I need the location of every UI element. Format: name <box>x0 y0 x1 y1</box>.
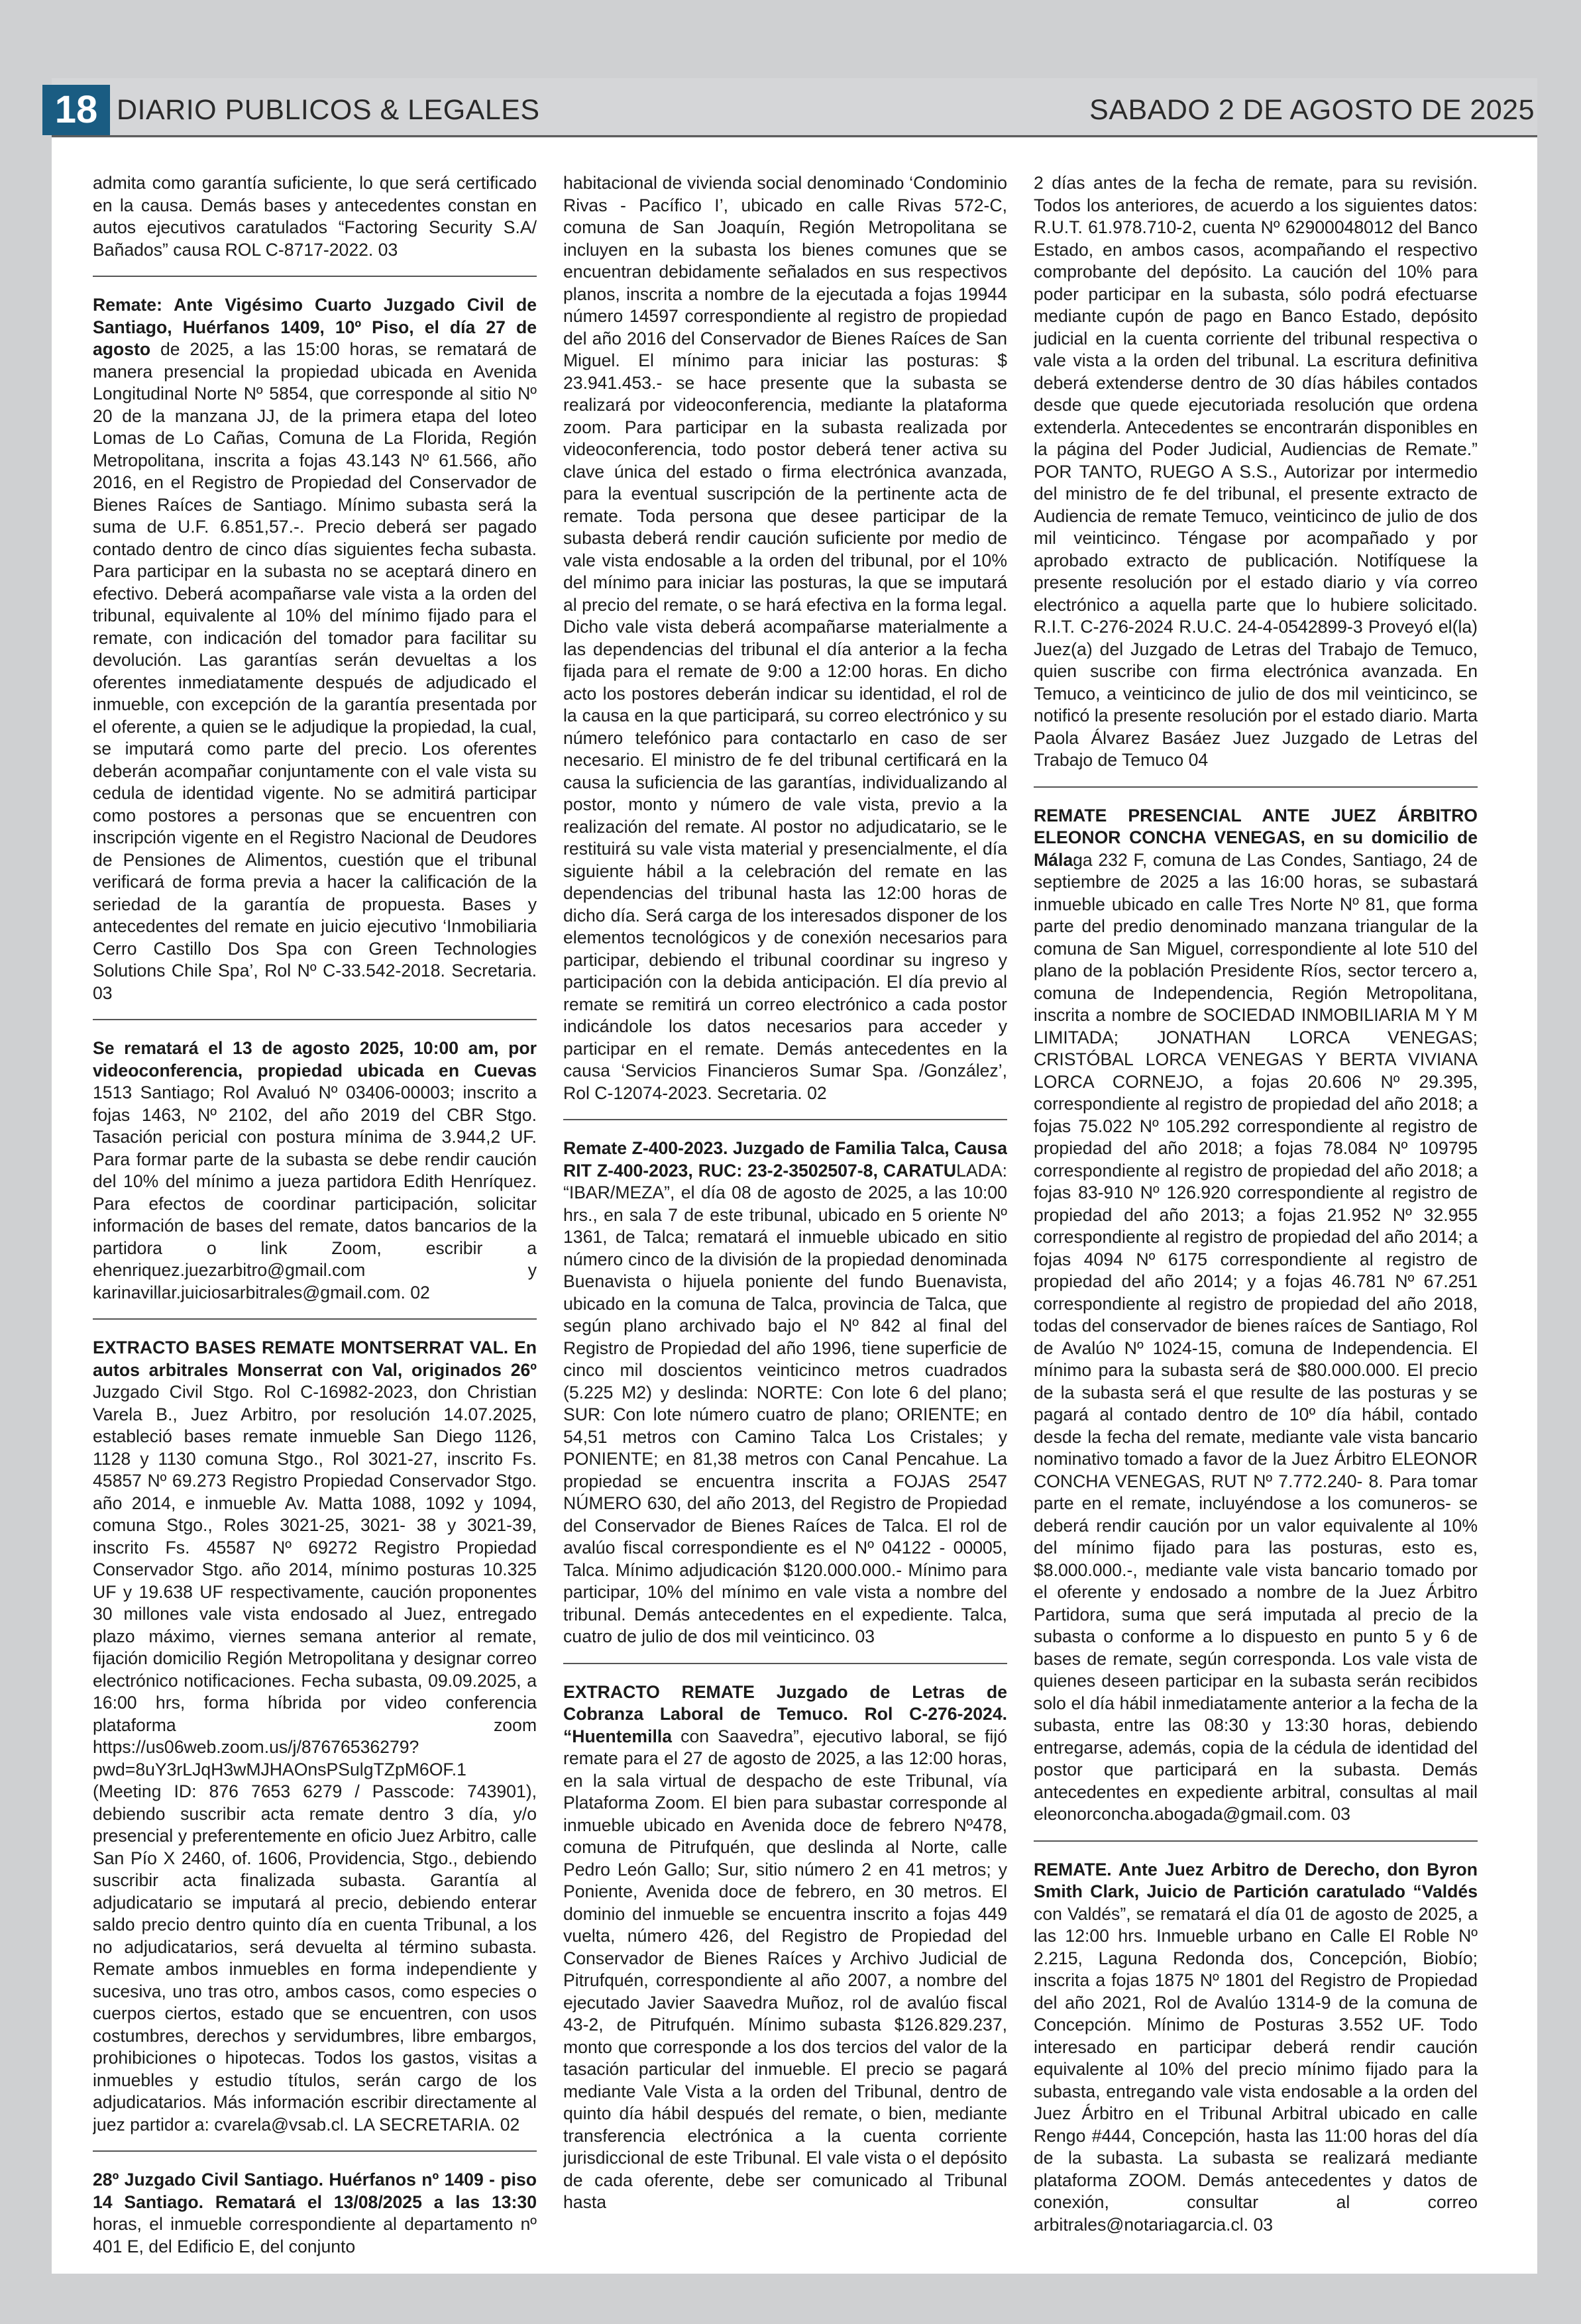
header-rule <box>52 135 1537 137</box>
legal-notice <box>93 294 537 1020</box>
legal-notice <box>563 1137 1007 1664</box>
legal-notice <box>93 2169 537 2272</box>
notice-heading: EXTRACTO REMATE Juzgado de Letras de Cobranza Laboral de Temuco. Rol C-276-2024. “Huentemilla <box>563 1681 1007 1746</box>
footer-band <box>52 2274 1537 2324</box>
notice-body: habitacional de vivienda social denominado ‘Condominio Rivas - Pacífico I’, ubicado en calle Rivas 572-C, comuna de San Joaquín, Región Metropolitana se incluyen en la subasta los bienes comunes que se encuentran debidamente señalados en sus respectivos planos, inscrita a nombre de la ejecutada a fojas 19944 número 14597 correspondiente al registro de propiedad del año 2016 del Conservador de Bienes Raíces de San Miguel. El mínimo para iniciar las posturas: $ 23.941.453.- se hace presente que la subasta se realizará por videoconferencia, mediante la plataforma zoom. Para participar en la subasta realizada por videoconferencia, todo postor deberá tener activa su clave única del estado o firma electrónica avanzada, para la eventual suscripción de la pertinente acta de remate. Toda persona que desee participar de la subasta deberá rendir caución suficiente por medio de vale vista endosable a la orden del tribunal, por el 10% del mínimo para iniciar las posturas, la que se imputará al precio del remate, o se hará efectiva en la forma legal. Dicho vale vista deberá acompañarse materialmente a las dependencias del tribunal el día anterior a la fecha fijada para el remate de 9:00 a 12:00 horas. En dicho acto los postores deberán indicar su identidad, el rol de la causa en la que participará, su correo electrónico y su número telefónico para contactarlo en caso de ser necesario. El ministro de fe del tribunal certificará en la causa la suficiencia de las garantías, individualizando al postor, monto y número de vale vista, previo a la realización del remate. Al postor no adjudicatario, se le restituirá su vale vista material y presencialmente, el día siguiente hábil a la celebración del remate en las dependencias del tribunal hasta las 12:00 horas de dicho día. Será carga de los interesados disponer de los elementos tecnológicos y de conexión necesarios para participar, debiendo el tribunal coordinar su ingreso y participación con la debida anticipación. El día previo al remate se remitirá un correo electrónico a cada postor indicándole los datos necesarios para acceder y participar en el remate. Demás antecedentes en la causa ‘Servicios Financieros Sumar Spa. /González’, Rol C-12074-2023. Secretaria. 02 <box>563 173 1007 1103</box>
publication-date: SABADO 2 DE AGOSTO DE 2025 <box>1089 94 1535 126</box>
notice-heading: Remate: Ante Vigésimo Cuarto Juzgado Civil de Santiago, Huérfanos 1409, 10º Piso, el día 27 de agosto <box>93 295 537 359</box>
legal-notice <box>1034 1859 1478 2251</box>
notice-body: LADA: “IBAR/MEZA”, el día 08 de agosto de 2025, a las 10:00 hrs., en sala 7 de este tribunal, ubicado en 5 oriente Nº 1361, de Talca; rematará el inmueble ubicado en sitio número cinco de la división de la propiedad denominada Buenavista o hijuela poniente del fundo Buenavista, ubicado en la comuna de Talca, provincia de Talca, que según plano archivado bajo el Nº 842 al final del Registro de Propiedad del año 1996, tiene superficie de cinco mil doscientos veinticinco metros cuadrados (5.225 M2) y deslinda: NORTE: Con lote 6 del plano; SUR: Con lote número cuatro de plano; ORIENTE; en 54,51 metros con Camino Talca Los Cristales; y PONIENTE; en 81,38 metros con Canal Pencahue. La propiedad se encuentra inscrita a FOJAS 2547 NÚMERO 630, del año 2013, del Registro de Propiedad del Conservador de Bienes Raíces de Talca. El rol de avalúo fiscal correspondiente es el Nº 04122 - 00005, Talca. Mínimo adjudicación $120.000.000.- Mínimo para participar, 10% del mínimo en vale vista a nombre del tribunal. Demás antecedentes en el expediente. Talca, cuatro de julio de dos mil veinticinco. 03 <box>563 1160 1007 1646</box>
notice-body: de 2025, a las 15:00 horas, se rematará de manera presencial la propiedad ubicada en Avenida Longitudinal Norte Nº 5854, que corresponde al sitio Nº 20 de la manzana JJ, de la primera etapa del loteo Lomas de Lo Cañas, Comuna de La Florida, Región Metropolitana, inscrita a fojas 43.143 Nº 61.566, año 2016, en el Registro de Propiedad del Conservador de Bienes Raíces de Santiago. Mínimo subasta será la suma de U.F. 6.851,57.-. Precio deberá ser pagado contado dentro de cinco días siguientes fecha subasta. Para participar en la subasta no se aceptará dinero en efectivo. Deberá acompañarse vale vista a la orden del tribunal, equivalente al 10% del mínimo fijado para el remate, con indicación del tomador para facilitar su devolución. Las garantías serán devueltas a los oferentes inmediatamente después de adjudicado el inmueble, con excepción de la garantía presentada por el oferente, a quien se le adjudique la propiedad, la cual, se imputará como parte del precio. Los oferentes deberán acompañar conjuntamente con el vale vista su cedula de identidad vigente. No se admitirá participar como postores a personas que se encuentren con inscripción vigente en el Registro Nacional de Deudores de Pensiones de Alimentos, cuestión que el tribunal verificará de forma previa a hacer la calificación de la seriedad de la garantía de propuesta. Bases y antecedentes del remate en juicio ejecutivo ‘Inmobiliaria Cerro Castillo Dos Spa con Green Technologies Solutions Chile Spa’, Rol Nº C-33.542-2018. Secretaria. 03 <box>93 339 537 1003</box>
notice-heading: EXTRACTO BASES REMATE MONTSERRAT VAL. En autos arbitrales Monserrat con Val, originados 26º <box>93 1338 537 1380</box>
notice-heading: 28º Juzgado Civil Santiago. Huérfanos nº 1409 - piso 14 Santiago. Rematará el 13/08/2025 a las 13:30 <box>93 2170 537 2212</box>
legal-notice <box>93 1037 537 1320</box>
notice-columns <box>93 172 1535 2272</box>
publication-name: DIARIO PUBLICOS & LEGALES <box>117 94 540 126</box>
notice-body: con Saavedra”, ejecutivo laboral, se fijó remate para el 27 de agosto de 2025, a las 12:00 horas, en la sala virtual de despacho de este Tribunal, vía Plataforma Zoom. El bien para subastar corresponde al inmueble ubicado en Avenida doce de febrero Nº478, comuna de Pitrufquén, que deslinda al Norte, calle Pedro León Gallo; Sur, sitio número 2 en 41 metros; y Poniente, Avenida doce de febrero, en 30 metros. El dominio del inmueble se encuentra inscrito a fojas 449 vuelta, número 426, del Registro de Propiedad del Conservador de Bienes Raíces y Archivo Judicial de Pitrufquén, correspondiente al año 2007, a nombre del ejecutado Javier Saavedra Muñoz, rol de avalúo fiscal 43-2, de Pitrufquén. Mínimo subasta $126.829.237, monto que corresponde a los dos tercios del valor de la tasación particular del inmueble. El precio se pagará mediante Vale Vista a la orden del Tribunal, dentro de quinto día hábil después del remate, o bien, mediante transferencia electrónica a la cuenta corriente jurisdiccional de este Tribunal. El vale vista o el depósito de cada oferente, debe ser comunicado al Tribunal hasta <box>563 1726 1007 2212</box>
notice-body: con Valdés”, se rematará el día 01 de agosto de 2025, a las 12:00 hrs. Inmueble urbano en Calle El Roble Nº 2.215, Laguna Redonda dos, Concepción, Biobío; inscrita a fojas 1875 Nº 1801 del Registro de Propiedad del año 2021, Rol de Avalúo 1314-9 de la comuna de Concepción. Mínimo de Posturas 3.552 UF. Todo interesado en participar deberá rendir caución equivalente al 10% del precio mínimo fijado para la subasta, entregando vale vista endosable a la orden del Juez Árbitro en el Tribunal Arbitral ubicado en calle Rengo #444, Concepción, hasta las 11:00 horas del día de la subasta. La subasta se realizará mediante plataforma ZOOM. Demás antecedentes y datos de conexión, consultar al correo arbitrales@notariagarcia.cl. 03 <box>1034 1903 1478 2235</box>
legal-notice <box>563 1681 1007 2229</box>
notice-body: 1513 Santiago; Rol Avaluó Nº 03406-00003; inscrito a fojas 1463, Nº 2102, del año 2019 del CBR Stgo. Tasación pericial con postura mínima de 3.944,2 UF. Para formar parte de la subasta se debe rendir caución del 10% del mínimo a jueza partidora Edith Henríquez. Para efectos de coordinar participación, solicitar información de bases del remate, datos bancarios de la partidora o link Zoom, escribir a ehenriquez.juezarbitro@gmail.com y karinavillar.juiciosarbitrales@gmail.com. 02 <box>93 1083 537 1302</box>
notice-heading: REMATE. Ante Juez Arbitro de Derecho, don Byron Smith Clark, Juicio de Partición caratulado “Valdés <box>1034 1859 1478 1901</box>
legal-notice <box>93 172 537 277</box>
notice-body: 2 días antes de la fecha de remate, para su revisión. Todos los anteriores, de acuerdo a los siguientes datos: R.U.T. 61.978.710-2, cuenta Nº 62900048012 del Banco Estado, en ambos casos, acompañando el respectivo comprobante del depósito. La caución del 10% para poder participar en la subasta, sólo podrá efectuarse mediante cupón de pago en Banco Estado, depósito judicial en la cuenta corriente del tribunal respectiva o vale vista a la orden del tribunal. La escritura definitiva deberá extenderse dentro de 30 días hábiles contados desde que quede ejecutoriada resolución que ordena extenderla. Antecedentes se encontrarán disponibles en la página del Poder Judicial, Audiencias de Remate.” POR TANTO, RUEGO A S.S., Autorizar por intermedio del ministro de fe del tribunal, el presente extracto de Audiencia de remate Temuco, veinticinco de julio de dos mil veinticinco. Téngase por acompañado y por aprobado extracto de publicación. Notifíquese la presente resolución por el estado diario y vía correo electrónico a aquella parte que lo hubiere solicitado. R.I.T. C-276-2024 R.U.C. 24-4-0542899-3 Proveyó el(la) Juez(a) del Juzgado de Letras del Trabajo de Temuco, quien suscribe con firma electrónica avanzada. En Temuco, a veinticinco de julio de dos mil veinticinco, se notificó la presente resolución por el estado diario. Marta Paola Álvarez Basáez Juez Juzgado de Letras del Trabajo de Temuco 04 <box>1034 173 1478 770</box>
column-1 <box>93 172 537 2272</box>
legal-notice <box>1034 172 1478 788</box>
notice-body: admita como garantía suficiente, lo que será certificado en la causa. Demás bases y antecedentes constan en autos ejecutivos caratulados “Factoring Security S.A/ Bañados” causa ROL C-8717-2022. 03 <box>93 173 537 260</box>
page-number: 18 <box>42 85 110 135</box>
notice-heading: Remate Z-400-2023. Juzgado de Familia Talca, Causa RIT Z-400-2023, RUC: 23-2-3502507-8, CARATU <box>563 1138 1007 1181</box>
notice-heading: Se rematará el 13 de agosto 2025, 10:00 am, por videoconferencia, propiedad ubicada en Cuevas <box>93 1038 537 1081</box>
notice-heading: REMATE PRESENCIAL ANTE JUEZ ÁRBITRO ELEONOR CONCHA VENEGAS, en su domicilio de Mála <box>1034 805 1478 870</box>
legal-notice <box>1034 805 1478 1842</box>
column-3 <box>1034 172 1478 2272</box>
legal-notice <box>563 172 1007 1120</box>
notice-body: horas, el inmueble correspondiente al departamento nº 401 E, del Edificio E, del conjunto <box>93 2214 537 2256</box>
column-2 <box>563 172 1007 2272</box>
notice-body: ga 232 F, comuna de Las Condes, Santiago, 24 de septiembre de 2025 a las 16:00 horas, se subastará inmueble ubicado en calle Tres Norte Nº 81, que forma parte del predio denominado manzana triangular de la comuna de San Miguel, correspondiente al lote 510 del plano de la población Presidente Ríos, sector tercero a, comuna de Independencia, Región Metropolitana, inscrita a nombre de SOCIEDAD INMOBILIARIA M Y M LIMITADA; JONATHAN LORCA VENEGAS; CRISTÓBAL LORCA VENEGAS Y BERTA VIVIANA LORCA CORNEJO, a fojas 20.606 Nº 29.395, correspondiente al registro de propiedad del año 2018; a fojas 75.022 Nº 105.292 correspondiente al registro de propiedad del año 2018; a fojas 78.084 Nº 109795 correspondiente al registro de propiedad del año 2018; a fojas 83-910 Nº 126.920 correspondiente al registro de propiedad del año 2013; a fojas 21.952 Nº 32.955 correspondiente al registro de propiedad del año 2014; a fojas 4094 Nº 6175 correspondiente al registro de propiedad del año 2014; y a fojas 46.781 Nº 67.251 correspondiente al registro de propiedad del año 2018, todas del conservador de bienes raíces de Santiago, Rol de Avalúo Nº 1024-15, comuna de Independencia. El mínimo para la subasta será de $80.000.000. El precio de la subasta será el que resulte de las posturas y se pagará al contado dentro de 10º día hábil, contado desde la fecha del remate, mediante vale vista bancario nominativo tomado a favor de la Juez Árbitro ELEONOR CONCHA VENEGAS, RUT Nº 7.772.240- 8. Para tomar parte en el remate, incluyéndose a los comuneros- se deberá rendir caución por un valor equivalente al 10% del mínimo fijado para las posturas, esto es, $8.000.000.-, mediante vale vista bancario tomado por el oferente y endosado a nombre de la Juez Árbitro Partidora, suma que será imputada al precio de la subasta o conforme a lo dispuesto en punto 5 y 6 de bases de remate, según corresponda. Los vale vista de quienes deseen participar en la subasta serán recibidos solo el día hábil inmediatamente anterior a la fecha de la subasta, entre las 08:30 y 13:30 horas, debiendo entregarse, además, copia de la cédula de identidad del postor que participará en la subasta. Demás antecedentes en expediente arbitral, consultas al mail eleonorconcha.abogada@gmail.com. 03 <box>1034 849 1478 1824</box>
notice-body: Juzgado Civil Stgo. Rol C-16982-2023, don Christian Varela B., Juez Arbitro, por resolución 14.07.2025, estableció bases remate inmueble San Diego 1126, 1128 y 1130 comuna Stgo., Rol 3021-27, inscrito Fs. 45857 Nº 69.273 Registro Propiedad Conservador Stgo. año 2014, e inmueble Av. Matta 1088, 1092 y 1094, comuna Stgo., Roles 3021-25, 3021- 38 y 3021-39, inscrito Fs. 45587 Nº 69272 Registro Propiedad Conservador Stgo. año 2014, mínimo posturas 10.325 UF y 19.638 UF respectivamente, caución proponentes 30 millones vale vista endosado al Juez, entregado plazo máximo, viernes semana anterior al remate, fijación domicilio Región Metropolitana y designar correo electrónico notificaciones. Fecha subasta, 09.09.2025, a 16:00 hrs, forma híbrida por video conferencia plataforma zoom https://us06web.zoom.us/j/87676536279?pwd=8uY3rLJqH3wMJHAOnsPSulgTZpM6OF.1 (Meeting ID: 876 7653 6279 / Passcode: 743901), debiendo suscribir acta remate dentro 3 día, y/o presencial y preferentemente en oficio Juez Arbitro, calle San Pío X 2460, of. 1606, Providencia, Stgo., debiendo suscribir acta finalizada subasta. Garantía al adjudicatario se imputará al precio, debiendo enterar saldo precio dentro quinto día en cuenta Tribunal, a los no adjudicatarios, será devuelta al término subasta. Remate ambos inmuebles en forma independiente y sucesiva, uno tras otro, ambos casos, como especies o cuerpos ciertos, estado que se encuentren, con usos costumbres, derechos y servidumbres, libre embargos, prohibiciones o hipotecas. Todos los gastos, visitas a inmuebles y estudio títulos, serán cargo de los adjudicatarios. Más información escribir directamente al juez partidor a: cvarela@vsab.cl. LA SECRETARIA. 02 <box>93 1382 537 2135</box>
legal-notice <box>93 1337 537 2152</box>
